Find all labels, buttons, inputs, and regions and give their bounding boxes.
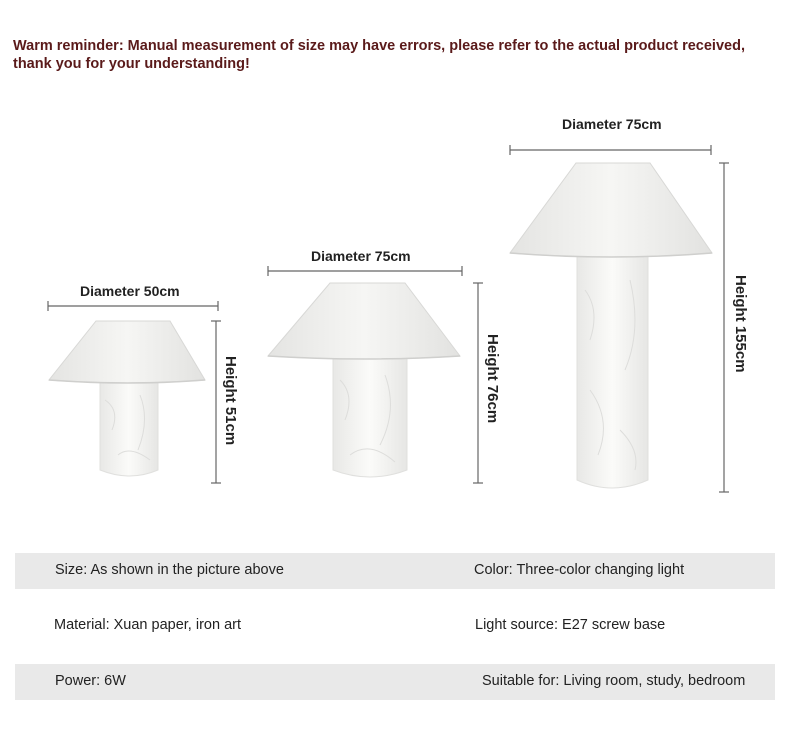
small-height-label: Height 51cm xyxy=(222,356,239,446)
lamp-large xyxy=(510,145,729,492)
large-height-label: Height 155cm xyxy=(732,275,749,373)
spec-row-power-suitable xyxy=(15,664,775,700)
medium-diameter-label: Diameter 75cm xyxy=(311,248,411,264)
spec-color: Color: Three-color changing light xyxy=(474,562,685,578)
lamp-small xyxy=(48,301,221,483)
spec-light-source: Light source: E27 screw base xyxy=(475,617,666,633)
spec-suitable: Suitable for: Living room, study, bedroom xyxy=(482,673,746,689)
warm-reminder-notice: Warm reminder: Manual measurement of size may have errors, please refer to the actual product received, thank you for your understanding! xyxy=(13,38,745,72)
lamp-medium xyxy=(268,266,483,483)
spec-size: Size: As shown in the picture above xyxy=(55,562,284,578)
large-diameter-label: Diameter 75cm xyxy=(562,116,662,132)
spec-row-size-color xyxy=(15,553,775,589)
spec-material: Material: Xuan paper, iron art xyxy=(54,617,241,633)
medium-height-label: Height 76cm xyxy=(484,334,501,424)
small-diameter-label: Diameter 50cm xyxy=(80,283,180,299)
spec-row-material-light xyxy=(15,608,775,644)
spec-power: Power: 6W xyxy=(55,673,126,689)
